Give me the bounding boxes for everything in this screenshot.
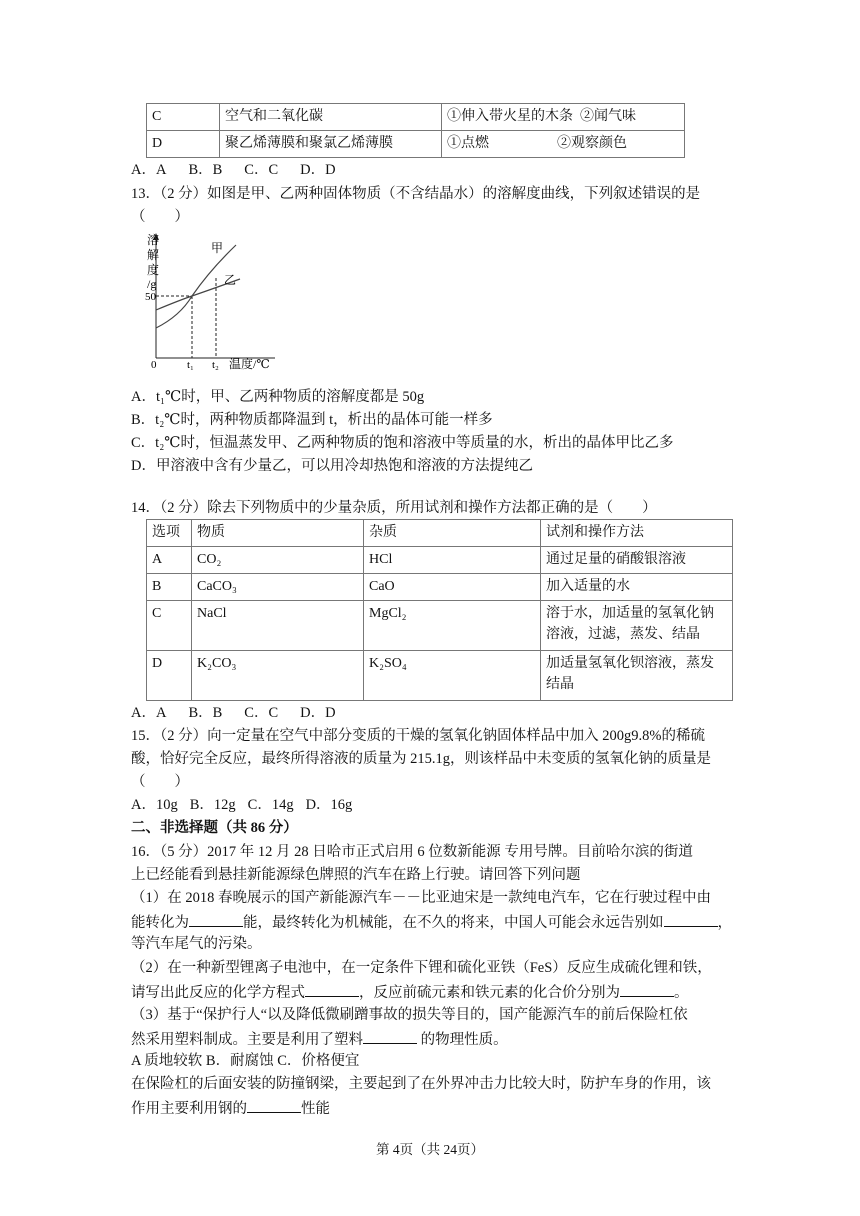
method-2: ②观察颜色 — [557, 136, 627, 151]
text-segment: ，反应前硫元素和铁元素的化合价分别为 — [359, 985, 620, 1001]
q16-part2-line1: （2）在一种新型锂离子电池中，在一定条件下锂和硫化亚铁（FeS）反应生成硫化锂和铁， — [131, 960, 712, 976]
text-segment: 性能 — [301, 1101, 330, 1117]
row-methods — [442, 131, 685, 158]
cell-method: 溶于水，加适量的氢氧化钠溶液，过滤，蒸发、结晶 — [541, 601, 733, 651]
option: D．16g — [305, 797, 353, 813]
x-tick-label-t2: t₂ — [212, 359, 219, 371]
ylabel-char: 溶 — [147, 233, 160, 247]
ylabel-char: /g — [147, 277, 157, 291]
x-tick-label-t1: t₁ — [187, 359, 194, 371]
text-segment: 。 — [674, 985, 689, 1001]
q16-intro-line1: 16．（5 分）2017 年 12 月 28 日哈市正式启用 6 位数新能源 专用号牌。目前哈尔滨的街道 — [131, 844, 693, 860]
q14-stem: 14．（2 分）除去下列物质中的少量杂质，所用试剂和操作方法都正确的是（ ） — [131, 500, 657, 516]
q16-part3-line4 — [131, 1097, 330, 1119]
solubility-chart — [145, 230, 295, 375]
x-axis-label: 温度/℃ — [229, 357, 270, 371]
cell-method: 通过足量的硝酸银溶液 — [541, 547, 733, 574]
table-row — [147, 574, 733, 601]
option: D．D — [300, 705, 336, 721]
cell-substance: CO₂ — [192, 547, 364, 574]
answer-blank[interactable] — [189, 911, 243, 927]
cell-substance: K₂CO₃ — [192, 651, 364, 701]
cell-option: A — [147, 547, 192, 574]
q13-option-a: A．t₁℃时，甲、乙两种物质的溶解度都是 50g — [131, 389, 425, 405]
cell-method: 加适量氢氧化钡溶液，蒸发结晶 — [541, 651, 733, 701]
q16-intro-line2: 上已经能看到悬挂新能源绿色牌照的汽车在路上行驶。请回答下列问题 — [131, 867, 581, 883]
header-option: 选项 — [147, 520, 192, 547]
header-impurity: 杂质 — [364, 520, 541, 547]
table-row — [147, 131, 685, 158]
q16-part3-line3: 在保险杠的后面安装的防撞钢梁，主要起到了在外界冲击力比较大时，防护车身的作用，该 — [131, 1076, 711, 1092]
q16-part3-line2 — [131, 1028, 508, 1050]
answer-blank[interactable] — [664, 911, 718, 927]
option: B．B — [188, 705, 223, 721]
row-substances: 空气和二氧化碳 — [220, 104, 442, 131]
answer-blank[interactable] — [247, 1097, 301, 1113]
text-segment: 作用主要利用钢的 — [131, 1101, 247, 1117]
option: D．D — [300, 162, 336, 178]
header-method: 试剂和操作方法 — [541, 520, 733, 547]
text-segment: ， — [717, 915, 732, 931]
header-substance: 物质 — [192, 520, 364, 547]
option: A．A — [131, 705, 167, 721]
series-jia-label: 甲 — [211, 241, 224, 255]
q12-table — [146, 103, 685, 158]
q16-part1-line3: 等汽车尾气的污染。 — [131, 936, 262, 952]
q15-options — [131, 795, 374, 815]
option: A．10g — [131, 797, 178, 813]
cell-option: D — [147, 651, 192, 701]
cell-method: 加入适量的水 — [541, 574, 733, 601]
q16-part1-line1: （1）在 2018 春晚展示的国产新能源汽车－－比亚迪宋是一款纯电汽车，它在行驶过程中由 — [131, 890, 711, 906]
row-label: D — [147, 131, 220, 158]
row-substances: 聚乙烯薄膜和聚氯乙烯薄膜 — [220, 131, 442, 158]
row-methods — [442, 104, 685, 131]
cell-option: B — [147, 574, 192, 601]
q15-line2: 酸，恰好完全反应，最终所得溶液的质量为 215.1g，则该样品中未变质的氢氧化钠的质量是 — [131, 751, 711, 767]
option: C．C — [244, 705, 279, 721]
origin-label: 0 — [151, 359, 157, 371]
method-1: ①点燃 — [447, 136, 489, 151]
y-axis-label — [147, 232, 159, 291]
q13-stem-line1: 13．（2 分）如图是甲、乙两种固体物质（不含结晶水）的溶解度曲线，下列叙述错误的是 — [131, 186, 701, 202]
section-heading: 二、非选择题（共 86 分） — [131, 820, 298, 836]
cell-impurity: HCl — [364, 547, 541, 574]
series-yi-label: 乙 — [224, 273, 237, 287]
q16-part1-line2 — [131, 911, 732, 933]
q13-option-c: C．t₂℃时，恒温蒸发甲、乙两种物质的饱和溶液中等质量的水，析出的晶体甲比乙多 — [131, 435, 674, 451]
q16-part3-line1: （3）基于“保护行人“以及降低微刷蹭事故的损失等目的，国产能源汽车的前后保险杠依 — [131, 1007, 688, 1023]
method-2: ②闻气味 — [580, 109, 636, 124]
q16-part3-options: A 质地较软 B．耐腐蚀 C．价格便宜 — [131, 1053, 360, 1069]
text-segment: 能转化为 — [131, 915, 189, 931]
cell-substance: NaCl — [192, 601, 364, 651]
cell-impurity: K₂SO₄ — [364, 651, 541, 701]
option: C．14g — [247, 797, 294, 813]
table-row — [147, 651, 733, 701]
ylabel-char: 解 — [147, 248, 160, 262]
option: C．C — [244, 162, 279, 178]
q13-option-d: D．甲溶液中含有少量乙，可以用冷却热饱和溶液的方法提纯乙 — [131, 458, 533, 474]
text-segment: 的物理性质。 — [417, 1032, 508, 1048]
q13-option-b: B．t₂℃时，两种物质都降温到 t，析出的晶体可能一样多 — [131, 412, 493, 428]
q14-table — [146, 519, 733, 701]
cell-option: C — [147, 601, 192, 651]
answer-blank[interactable] — [305, 981, 359, 997]
q16-part2-line2 — [131, 981, 689, 1003]
q14-options — [131, 703, 358, 723]
text-segment: 能，最终转化为机械能，在不久的将来，中国人可能会永远告别如 — [243, 915, 664, 931]
table-row — [147, 547, 733, 574]
ylabel-char: 度 — [147, 263, 160, 277]
answer-blank[interactable] — [363, 1028, 417, 1044]
table-row — [147, 601, 733, 651]
table-header-row — [147, 520, 733, 547]
text-segment: 然采用塑料制成。主要是利用了塑料 — [131, 1032, 363, 1048]
cell-substance: CaCO₃ — [192, 574, 364, 601]
text-segment: 请写出此反应的化学方程式 — [131, 985, 305, 1001]
q12-options — [131, 160, 358, 180]
q15-line1: 15．（2 分）向一定量在空气中部分变质的干燥的氢氧化钠固体样品中加入 200g9.8%的稀硫 — [131, 728, 705, 744]
page-footer: 第 4页（共 24页） — [376, 1142, 484, 1157]
q15-line3: （ ） — [131, 774, 189, 790]
cell-impurity: MgCl₂ — [364, 601, 541, 651]
table-row — [147, 104, 685, 131]
cell-impurity: CaO — [364, 574, 541, 601]
option: B．12g — [189, 797, 236, 813]
row-label: C — [147, 104, 220, 131]
answer-blank[interactable] — [620, 981, 674, 997]
option: A．A — [131, 162, 167, 178]
q13-stem-line2: （ ） — [131, 209, 189, 225]
y-tick-label: 50 — [145, 291, 156, 303]
method-1: ①伸入带火星的木条 — [447, 109, 573, 124]
option: B．B — [188, 162, 223, 178]
